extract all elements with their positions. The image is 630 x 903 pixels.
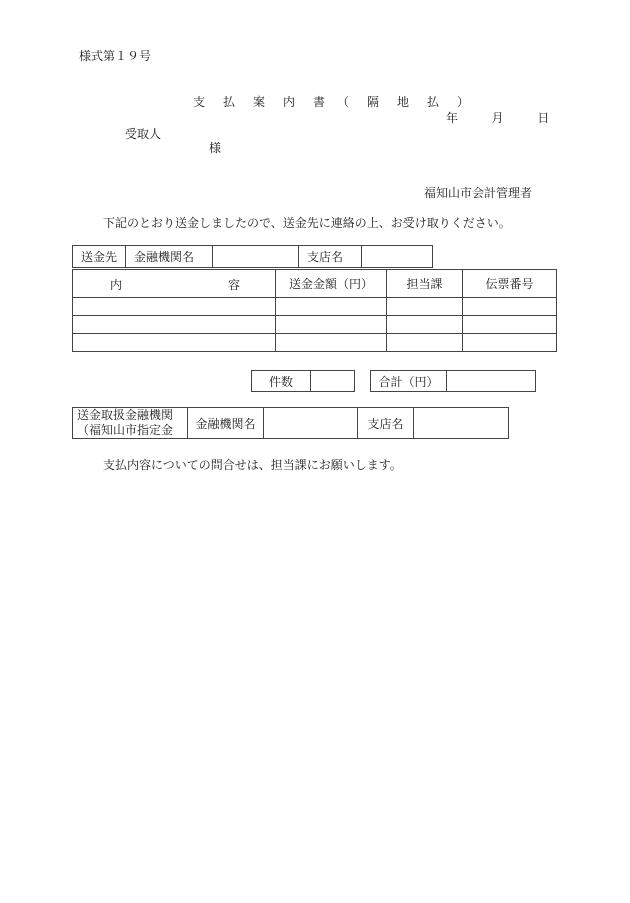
row-voucher[interactable] (463, 334, 557, 352)
total-box (370, 370, 536, 392)
handling-label-line2: （福知山市指定金 (77, 423, 174, 437)
row-department[interactable] (387, 334, 463, 352)
remit-detail-table (72, 269, 557, 352)
branch-value[interactable] (362, 246, 433, 268)
table-header-row (73, 270, 557, 298)
handling-label (73, 408, 188, 439)
footer-note: 支払内容についての問合せは、担当課にお願いします。 (103, 458, 402, 472)
handling-institution-table (72, 407, 509, 439)
remit-destination-table (72, 245, 433, 268)
date-year-label: 年 (446, 111, 459, 125)
institution-label: 金融機関名 (126, 246, 213, 268)
row-voucher[interactable] (463, 298, 557, 316)
date-day-label: 日 (537, 111, 550, 125)
row-amount[interactable] (276, 316, 387, 334)
form-number: 様式第１９号 (79, 49, 152, 63)
handling-branch-value[interactable] (414, 408, 509, 439)
date-line (446, 109, 549, 126)
institution-value[interactable] (213, 246, 299, 268)
total-value[interactable] (447, 371, 536, 392)
row-content[interactable] (73, 298, 276, 316)
handling-label-line1: 送金取扱金融機関 (77, 408, 174, 422)
content-header-left: 内 (110, 278, 123, 292)
intro-text: 下記のとおり送金しましたので、送金先に連絡の上、お受け取りください。 (103, 216, 511, 230)
total-label: 合計（円） (371, 371, 447, 392)
row-voucher[interactable] (463, 316, 557, 334)
row-department[interactable] (387, 316, 463, 334)
document-title: 支 払 案 内 書 （ 隔 地 払 ） (193, 95, 473, 109)
handling-institution-value[interactable] (264, 408, 358, 439)
voucher-header: 伝票番号 (463, 270, 557, 298)
handling-branch-label: 支店名 (358, 408, 414, 439)
department-header: 担当課 (387, 270, 463, 298)
date-month-label: 月 (491, 111, 504, 125)
destination-label: 送金先 (73, 246, 126, 268)
table-row (73, 334, 557, 352)
count-box (251, 370, 355, 392)
table-row (73, 316, 557, 334)
branch-label: 支店名 (299, 246, 362, 268)
content-header-right: 容 (228, 278, 241, 292)
count-value[interactable] (311, 371, 355, 392)
count-label: 件数 (252, 371, 311, 392)
issuer-name: 福知山市会計管理者 (424, 186, 533, 200)
amount-header: 送金金額（円） (276, 270, 387, 298)
recipient-honorific: 様 (209, 141, 222, 155)
table-row (73, 298, 557, 316)
row-content[interactable] (73, 316, 276, 334)
row-content[interactable] (73, 334, 276, 352)
row-department[interactable] (387, 298, 463, 316)
handling-institution-label: 金融機関名 (188, 408, 264, 439)
row-amount[interactable] (276, 334, 387, 352)
recipient-label: 受取人 (125, 127, 162, 141)
row-amount[interactable] (276, 298, 387, 316)
content-header (73, 270, 276, 298)
